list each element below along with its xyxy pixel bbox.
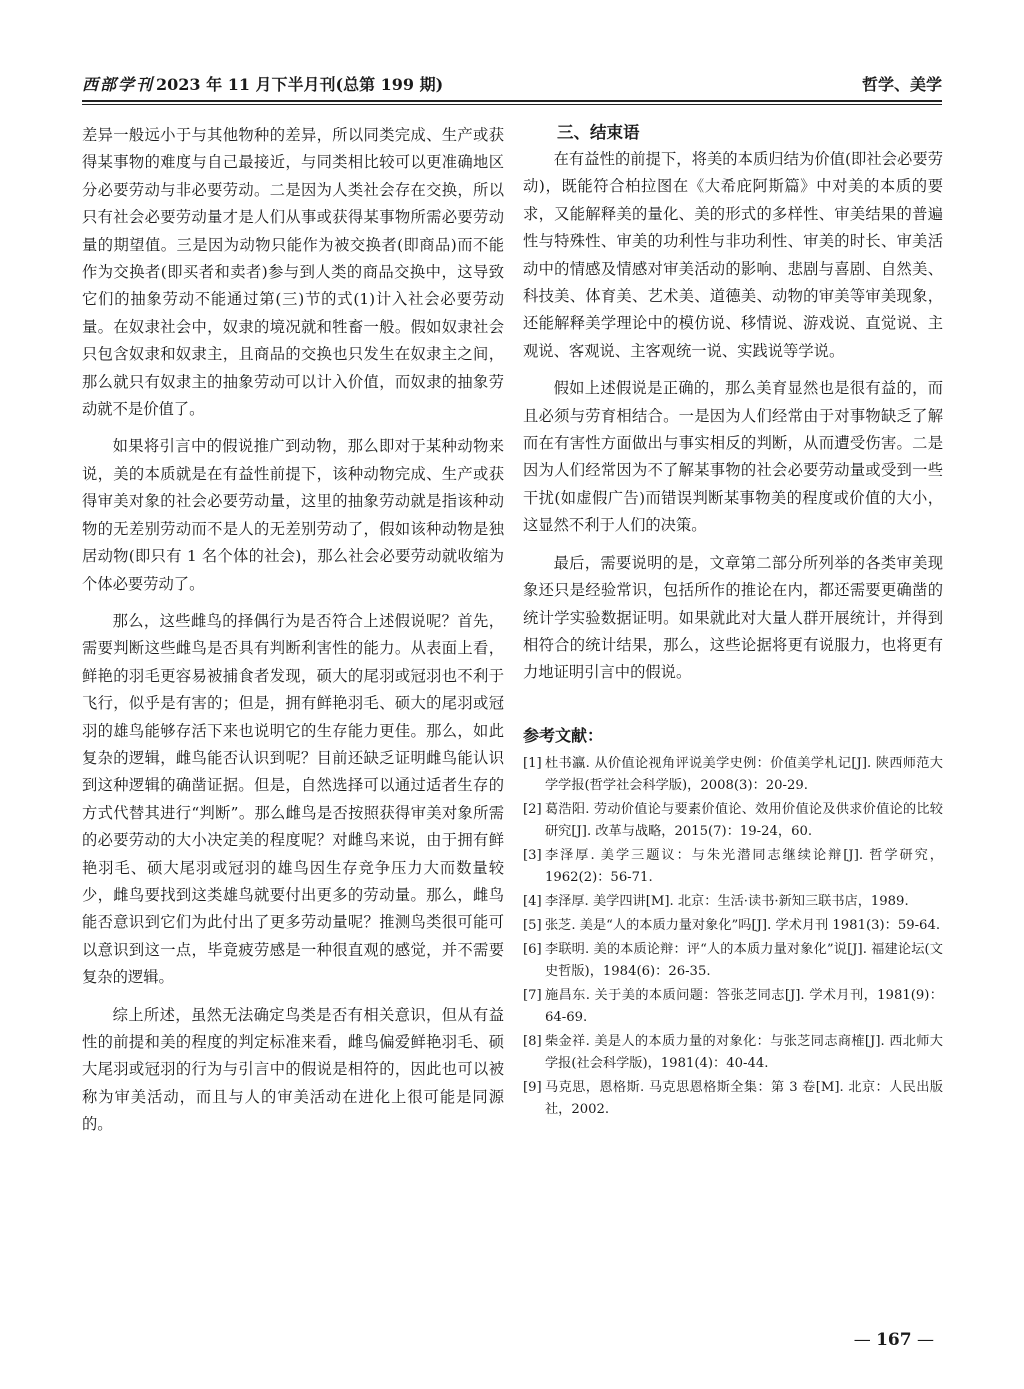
left-column: [82, 122, 504, 1139]
body-paragraph: 假如上述假说是正确的，那么美育显然也是很有益的，而且必须与劳育相结合。一是因为人们经常由于对事物缺乏了解而在有害性方面做出与事实相反的判断，从而遭受伤害。二是因为人们经常因为不了解某事物的社会必要劳动量或受到一些干扰(如虚假广告)而错误判断某事物美的程度或价值的大小，这显然不利于人们的决策。: [523, 379, 943, 535]
reference-text: 施昌东. 关于美的本质问题：答张芝同志[J]. 学术月刊，1981(9)：64-69.: [545, 987, 943, 1025]
header-journal-issue: [82, 72, 443, 95]
reference-item: [523, 753, 943, 797]
reference-item: [523, 1077, 943, 1121]
section-heading: 三、结束语: [557, 123, 640, 142]
reference-number: [8]: [523, 1033, 542, 1049]
reference-item: [523, 1031, 943, 1075]
reference-text: 葛浩阳. 劳动价值论与要素价值论、效用价值论及供求价值论的比较研究[J]. 改革与战略，2015(7)：19-24，60.: [545, 801, 943, 839]
body-paragraph: 最后，需要说明的是，文章第二部分所列举的各类审美现象还只是经验常识，包括所作的推论在内，都还需要更确凿的统计学实验数据证明。如果就此对大量人群开展统计，并得到相符合的统计结果，那么，这些论据将更有说服力，也将更有力地证明引言中的假说。: [523, 553, 943, 682]
reference-number: [4]: [523, 893, 542, 909]
reference-text: 李泽厚. 美学四讲[M]. 北京：生活·读书·新知三联书店，1989.: [545, 893, 909, 909]
reference-number: [7]: [523, 987, 542, 1003]
running-header: [82, 72, 942, 100]
journal-name: 西部学刊: [82, 75, 155, 94]
body-paragraph: 在有益性的前提下，将美的本质归结为价值(即社会必要劳动)，既能符合柏拉图在《大希庇阿斯篇》中对美的本质的要求，又能解释美的量化、美的形式的多样性、审美结果的普遍性与特殊性、审美的功利性与非功利性、审美的时长、审美活动中的情感及情感对审美活动的影响、悲剧与喜剧、自然美、科技美、体育美、艺术美、道德美、动物的审美等审美现象，还能解释美学理论中的模仿说、移情说、游戏说、直觉说、主观说、客观说、主客观统一说、实践说等学说。: [523, 150, 943, 360]
reference-number: [2]: [523, 801, 542, 817]
reference-number: [6]: [523, 941, 542, 957]
reference-item: [523, 939, 943, 983]
right-column: [523, 122, 943, 1123]
page-number-dash-right: —: [911, 1330, 934, 1350]
reference-item: [523, 915, 943, 937]
reference-number: [1]: [523, 755, 542, 771]
body-paragraph: 那么，这些雌鸟的择偶行为是否符合上述假说呢？首先，需要判断这些雌鸟是否具有判断利害性的能力。从表面上看，鲜艳的羽毛更容易被捕食者发现，硕大的尾羽或冠羽也不利于飞行，似乎是有害的；但是，拥有鲜艳羽毛、硕大的尾羽或冠羽的雄鸟能够存活下来也说明它的生存能力更佳。那么，如此复杂的逻辑，雌鸟能否认识到呢？目前还缺乏证明雌鸟能认识到这种逻辑的确凿证据。但是，自然选择可以通过适者生存的方式代替其进行“判断”。那么雌鸟是否按照获得审美对象所需的必要劳动的大小决定美的程度呢？对雌鸟来说，由于拥有鲜艳羽毛、硕大尾羽或冠羽的雄鸟因生存竞争压力大而数量较少，雌鸟要找到这类雄鸟就要付出更多的劳动量。那么，雌鸟能否意识到它们为此付出了更多劳动量呢？推测鸟类很可能可以意识到这一点，毕竟疲劳感是一种很直观的感觉，并不需要复杂的逻辑。: [82, 611, 504, 987]
reference-item: [523, 891, 943, 913]
body-paragraph: 差异一般远小于与其他物种的差异，所以同类完成、生产或获得某事物的难度与自己最接近，与同类相比较可以更准确地区分必要劳动与非必要劳动。二是因为人类社会存在交换，所以只有社会必要劳动量才是人们从事或获得某事物所需必要劳动量的期望值。三是因为动物只能作为被交换者(即商品)而不能作为交换者(即买者和卖者)参与到人类的商品交换中，这导致它们的抽象劳动不能通过第(三)节的式(1)计入社会必要劳动量。在奴隶社会中，奴隶的境况就和牲畜一般。假如奴隶社会只包含奴隶和奴隶主，且商品的交换也只发生在奴隶主之间，那么就只有奴隶主的抽象劳动可以计入价值，而奴隶的抽象劳动就不是价值了。: [82, 126, 504, 419]
reference-number: [5]: [523, 917, 542, 933]
reference-text: 张芝. 美是“人的本质力量对象化”吗[J]. 学术月刊 1981(3)：59-64.: [545, 917, 941, 933]
reference-number: [9]: [523, 1079, 542, 1095]
reference-text: 李联明. 美的本质论辩：评“人的本质力量对象化”说[J]. 福建论坛(文史哲版)，1984(6)：26-35.: [545, 941, 943, 979]
reference-number: [3]: [523, 847, 542, 863]
reference-list: [523, 753, 943, 1121]
reference-text: 柴金祥. 美是人的本质力量的对象化：与张芝同志商榷[J]. 西北师大学报(社会科学版)，1981(4)：40-44.: [545, 1033, 943, 1071]
body-paragraph: 综上所述，虽然无法确定鸟类是否有相关意识，但从有益性的前提和美的程度的判定标准来看，雌鸟偏爱鲜艳羽毛、硕大尾羽或冠羽的行为与引言中的假说是相符的，因此也可以被称为审美活动，而且与人的审美活动在进化上很可能是同源的。: [82, 1005, 504, 1134]
references-heading: 参考文献：: [523, 725, 604, 745]
issue-info: 2023 年 11 月下半月刊(总第 199 期): [156, 75, 444, 94]
page-number-footer: [854, 1330, 934, 1350]
reference-text: 杜书瀛. 从价值论视角评说美学史例：价值美学札记[J]. 陕西师范大学学报(哲学社会科学版)，2008(3)：20-29.: [545, 755, 943, 793]
header-section: 哲学、美学: [861, 75, 942, 94]
reference-item: [523, 799, 943, 843]
body-paragraph: 如果将引言中的假说推广到动物，那么即对于某种动物来说，美的本质就是在有益性前提下，该种动物完成、生产或获得审美对象的社会必要劳动量，这里的抽象劳动就是指该种动物的无差别劳动而不是人的无差别劳动了，假如该种动物是独居动物(即只有 1 名个体的社会)，那么社会必要劳动就收缩为个体必要劳动了。: [82, 437, 504, 593]
reference-text: 李泽厚. 美学三题议：与朱光潜同志继续论辩[J]. 哲学研究，1962(2)：56-71.: [545, 847, 943, 885]
reference-text: 马克思，恩格斯. 马克思恩格斯全集：第 3 卷[M]. 北京：人民出版社，2002.: [545, 1079, 943, 1117]
reference-item: [523, 845, 943, 889]
header-rule-thin: [82, 104, 942, 105]
page-number-dash-left: —: [853, 1330, 877, 1350]
page-number: 167: [876, 1330, 912, 1350]
reference-item: [523, 985, 943, 1029]
header-rule: [82, 100, 942, 102]
